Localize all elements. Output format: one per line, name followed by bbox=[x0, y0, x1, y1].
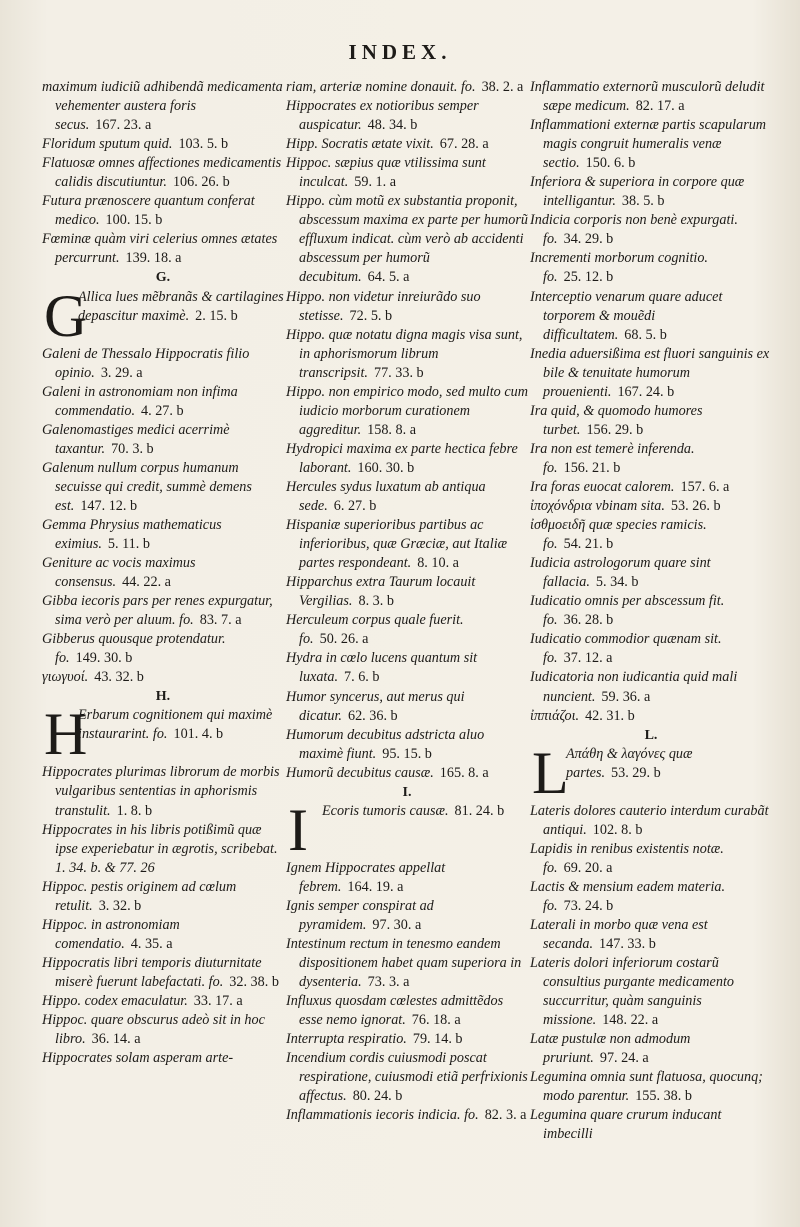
entry-reference: 106. 26. b bbox=[172, 174, 230, 191]
entry-reference: 160. 30. b bbox=[357, 459, 415, 476]
running-head: INDEX. bbox=[348, 40, 452, 64]
entry-reference: 54. 21. b bbox=[563, 536, 614, 553]
entry-reference: 36. 14. a bbox=[91, 1031, 141, 1048]
entry-reference: 156. 29. b bbox=[586, 421, 644, 438]
index-entry bbox=[286, 135, 528, 154]
entry-reference: 70. 3. b bbox=[111, 440, 154, 457]
index-column-1 bbox=[42, 78, 284, 1068]
entry-text: Legumina omnia sunt flatuosa, quocunq; modo parentur. bbox=[530, 1069, 763, 1105]
entry-text: ἰσθμοειδῆ quæ species ramicis. fo. bbox=[530, 517, 707, 553]
entry-text: Laterali in morbo quæ vena est secanda. bbox=[530, 916, 708, 952]
entry-reference: 62. 36. b bbox=[347, 707, 398, 724]
index-entry bbox=[286, 649, 528, 687]
index-entry bbox=[530, 211, 772, 249]
entry-reference: 139. 18. a bbox=[125, 250, 182, 267]
entry-reference: 150. 6. b bbox=[585, 155, 636, 172]
index-entry bbox=[42, 345, 284, 383]
entry-text: Herculeum corpus quale fuerit. fo. bbox=[286, 612, 464, 648]
entry-reference: 2. 15. b bbox=[195, 307, 238, 324]
index-entry bbox=[42, 554, 284, 592]
index-entry bbox=[530, 630, 772, 668]
index-entry bbox=[530, 497, 772, 516]
entry-reference: 8. 10. a bbox=[417, 555, 459, 572]
entry-text: Hippo. codex emaculatur. bbox=[42, 992, 188, 1009]
entry-text: Ira foras euocat calorem. bbox=[530, 478, 675, 495]
entry-text: Inferiora & superiora in corpore quæ intelligantur. bbox=[530, 174, 745, 210]
entry-reference: 156. 21. b bbox=[563, 459, 621, 476]
drop-capital: H bbox=[44, 701, 88, 768]
entry-reference: 95. 15. b bbox=[382, 745, 432, 762]
entry-text: Influxus quosdam cœlestes admittẽdos esse nemo ignorat. bbox=[286, 993, 504, 1029]
entry-text: Incrementi morborum cognitio. fo. bbox=[530, 250, 708, 286]
index-entry bbox=[530, 288, 772, 345]
index-entry bbox=[42, 821, 284, 878]
index-entry bbox=[286, 516, 528, 573]
index-entry bbox=[42, 78, 284, 135]
entry-reference: 25. 12. b bbox=[563, 269, 614, 286]
index-entry bbox=[286, 440, 528, 478]
index-entry bbox=[286, 859, 528, 897]
drop-capital: I bbox=[288, 796, 308, 863]
index-entry bbox=[530, 707, 772, 726]
index-entry bbox=[530, 668, 772, 706]
entry-reference: 48. 34. b bbox=[367, 117, 418, 134]
entry-reference: 69. 20. a bbox=[563, 859, 613, 876]
index-entry bbox=[42, 459, 284, 516]
entry-text: Galenum nullum corpus humanum secuisse qui credit, summè demens est. bbox=[42, 459, 252, 514]
entry-text: Floridum sputum quid. bbox=[42, 136, 173, 153]
index-entry bbox=[530, 173, 772, 211]
index-entry bbox=[530, 116, 772, 173]
entry-text: Humor syncerus, aut merus qui dicatur. bbox=[286, 688, 465, 724]
section-letter: G. bbox=[155, 270, 171, 286]
entry-text: Hippocrates in his libris potißimũ quæ ipse experiebatur in ægrotis, scribebat. 1. 34. b. & 77. 26 bbox=[42, 821, 278, 876]
index-entry bbox=[42, 230, 284, 268]
entry-reference: 6. 27. b bbox=[333, 498, 377, 515]
entry-reference: 73. 24. b bbox=[563, 897, 614, 914]
index-entry bbox=[286, 78, 528, 97]
index-entry bbox=[530, 954, 772, 1030]
entry-text: maximum iudiciũ adhibendã medicamenta vehementer austera foris secus. bbox=[42, 79, 283, 134]
entry-reference: 34. 29. b bbox=[563, 231, 614, 248]
entry-reference: 155. 38. b bbox=[635, 1088, 692, 1105]
entry-text: Iudicatio omnis per abscessum fit. fo. bbox=[530, 593, 725, 629]
index-entry bbox=[286, 1049, 528, 1106]
entry-reference: 3. 32. b bbox=[98, 897, 142, 914]
index-entry-initial bbox=[530, 739, 772, 806]
entry-reference: 101. 4. b bbox=[173, 726, 224, 743]
index-entry bbox=[286, 611, 528, 649]
entry-reference: 5. 11. b bbox=[107, 535, 150, 552]
entry-text: Ignis semper conspirat ad pyramidem. bbox=[286, 897, 434, 933]
entry-reference: 165. 8. a bbox=[439, 764, 489, 781]
entry-text: Erbarum cognitionem qui maximè instaurarint. fo. bbox=[78, 707, 273, 743]
index-entry bbox=[42, 154, 284, 192]
entry-reference: 97. 24. a bbox=[599, 1050, 649, 1067]
entry-reference: 102. 8. b bbox=[592, 821, 643, 838]
entry-text: Inedia aduersißima est fluori sanguinis ex bile & tenuitate humorum prouenienti. bbox=[530, 345, 770, 400]
index-entry bbox=[286, 688, 528, 726]
entry-text: riam, arteriæ nomine donauit. fo. bbox=[286, 79, 476, 95]
index-entry bbox=[286, 383, 528, 440]
index-entry bbox=[286, 1030, 528, 1049]
entry-text: Flatuosæ omnes affectiones medicamentis calidis discutiuntur. bbox=[42, 155, 282, 191]
entry-reference: 68. 5. b bbox=[624, 326, 667, 343]
entry-text: Indicia corporis non benè expurgati. fo. bbox=[530, 212, 738, 248]
entry-text: Iudicatoria non iudicantia quid mali nuncient. bbox=[530, 669, 738, 705]
index-entry bbox=[530, 802, 772, 840]
entry-reference: 8. 3. b bbox=[358, 593, 394, 610]
entry-reference: 7. 6. b bbox=[344, 669, 380, 686]
entry-text: Humorum decubitus adstricta aluo maximè fiunt. bbox=[286, 726, 485, 762]
index-entry-initial bbox=[42, 701, 284, 768]
entry-reference: 100. 15. b bbox=[105, 212, 163, 229]
entry-reference: 53. 26. b bbox=[670, 498, 721, 515]
entry-text: Gibba iecoris pars per renes expurgatur, sima verò per aluum. fo. bbox=[42, 593, 273, 629]
entry-reference: 38. 2. a bbox=[481, 79, 524, 95]
index-entry bbox=[286, 326, 528, 383]
entry-text: Ira quid, & quomodo humores turbet. bbox=[530, 402, 703, 438]
entry-text: ἰππιάζοι. bbox=[530, 707, 580, 724]
entry-text: Hydra in cœlo lucens quantum sit luxata. bbox=[286, 650, 478, 686]
index-entry bbox=[530, 1068, 772, 1106]
index-entry bbox=[42, 1011, 284, 1049]
entry-text: Ignem Hippocrates appellat febrem. bbox=[286, 859, 446, 895]
entry-text: Hipp. Socratis ætate vixit. bbox=[286, 136, 434, 153]
index-entry bbox=[42, 992, 284, 1011]
entry-reference: 80. 24. b bbox=[352, 1088, 403, 1105]
entry-reference: 5. 34. b bbox=[595, 574, 639, 591]
entry-text: Hippocratis libri temporis diuturnitate miserè fuerunt labefactati. fo. bbox=[42, 954, 262, 990]
entry-text: Futura prænoscere quantum conferat medico. bbox=[42, 193, 255, 229]
index-entry bbox=[286, 154, 528, 192]
entry-text: Galeni in astronomiam non infima commendatio. bbox=[42, 383, 238, 419]
entry-text: Allica lues mẽbranãs & cartilagines depascitur maximè. bbox=[78, 288, 284, 324]
section-letter: I. bbox=[402, 784, 412, 800]
entry-text: Latæ pustulæ non admodum pruriunt. bbox=[530, 1031, 691, 1067]
entry-text: Hippocrates plurimas librorum de morbis vulgaribus sententias in aphorismis transtulit. bbox=[42, 764, 280, 819]
entry-reference: 83. 7. a bbox=[199, 612, 242, 629]
entry-reference: 77. 33. b bbox=[373, 364, 424, 381]
entry-reference: 4. 27. b bbox=[141, 402, 184, 419]
index-entry bbox=[286, 935, 528, 992]
entry-text: Hipparchus extra Taurum locauit Vergilias. bbox=[286, 574, 476, 610]
entry-text: Hippo. cùm motũ ex substantia proponit, abscessum maxima ex parte per humorũ effluxum indicat. cùm verò ab accidenti abscessum per humorũ decubitum. bbox=[286, 193, 528, 286]
entry-reference: 50. 26. a bbox=[319, 631, 369, 648]
entry-text: Inflammationis iecoris indicia. fo. bbox=[286, 1107, 479, 1124]
index-entry bbox=[42, 383, 284, 421]
entry-text: Hippoc. quare obscurus adeò sit in hoc libro. bbox=[42, 1012, 265, 1048]
index-column-2 bbox=[286, 78, 528, 1125]
entry-reference: 103. 5. b bbox=[178, 136, 229, 153]
index-entry bbox=[42, 135, 284, 154]
index-entry-initial bbox=[42, 282, 284, 349]
entry-text: Hippoc. sæpius quæ vtilissima sunt inculcat. bbox=[286, 155, 486, 191]
entry-text: Geniture ac vocis maximus consensus. bbox=[42, 555, 196, 591]
entry-text: Hippocrates solam asperam arte- bbox=[42, 1050, 234, 1067]
index-entry bbox=[530, 1106, 772, 1144]
entry-text: Hercules sydus luxatum ab antiqua sede. bbox=[286, 478, 486, 515]
entry-text: Lateris dolores cauterio interdum curabãt antiqui. bbox=[530, 802, 769, 838]
entry-text: Lactis & mensium eadem materia. fo. bbox=[530, 878, 726, 914]
index-entry bbox=[530, 402, 772, 440]
entry-reference: 164. 19. a bbox=[347, 878, 404, 895]
index-entry bbox=[286, 192, 528, 287]
index-entry bbox=[530, 249, 772, 287]
entry-reference: 81. 24. b bbox=[454, 802, 505, 819]
entry-reference: 43. 32. b bbox=[94, 669, 144, 686]
index-entry bbox=[42, 916, 284, 954]
entry-reference: 147. 33. b bbox=[599, 935, 656, 952]
entry-text: γιωγυοί. bbox=[42, 669, 89, 686]
entry-text: Ecoris tumoris causæ. bbox=[322, 802, 449, 819]
entry-text: ἰποχόνδρια vbinam sita. bbox=[530, 498, 665, 515]
entry-text: Iudicatio commodior quænam sit. fo. bbox=[530, 631, 722, 667]
entry-text: Galeni de Thessalo Hippocratis filio opinio. bbox=[42, 345, 250, 381]
index-entry bbox=[42, 1049, 284, 1068]
index-entry bbox=[286, 992, 528, 1030]
index-entry bbox=[530, 592, 772, 630]
entry-reference: 158. 8. a bbox=[367, 421, 417, 438]
entry-reference: 82. 17. a bbox=[635, 98, 685, 115]
index-entry bbox=[530, 78, 772, 116]
index-column-3 bbox=[530, 78, 772, 1144]
index-entry bbox=[286, 726, 528, 764]
index-entry bbox=[286, 764, 528, 783]
entry-reference: 64. 5. a bbox=[367, 269, 410, 286]
entry-reference: 44. 22. a bbox=[122, 574, 171, 591]
entry-reference: 32. 38. b bbox=[229, 973, 279, 990]
entry-text: Hippo. non videtur inreiurãdo suo stetisse. bbox=[286, 288, 481, 324]
entry-text: Hippo. quæ notatu digna magis visa sunt, in aphorismorum librum transcripsit. bbox=[286, 326, 523, 381]
entry-reference: 147. 12. b bbox=[80, 497, 138, 514]
index-entry bbox=[530, 516, 772, 554]
entry-text: Hippocrates ex notioribus semper auspicatur. bbox=[286, 98, 479, 134]
entry-reference: 53. 29. b bbox=[611, 764, 661, 781]
entry-reference: 72. 5. b bbox=[349, 307, 393, 324]
index-entry bbox=[42, 763, 284, 820]
index-entry bbox=[286, 573, 528, 611]
entry-reference: 38. 5. b bbox=[621, 193, 665, 210]
section-letter: L. bbox=[644, 727, 658, 743]
entry-reference: 4. 35. a bbox=[130, 935, 173, 952]
index-entry bbox=[530, 878, 772, 916]
index-entry bbox=[42, 630, 284, 668]
entry-reference: 36. 28. b bbox=[563, 612, 614, 629]
index-entry bbox=[286, 478, 528, 516]
entry-text: Lapidis in renibus existentis notæ. fo. bbox=[530, 840, 724, 876]
entry-reference: 97. 30. a bbox=[372, 916, 422, 933]
index-entry bbox=[530, 440, 772, 478]
index-entry bbox=[286, 1106, 528, 1125]
drop-capital: L bbox=[532, 739, 569, 806]
index-entry bbox=[42, 421, 284, 459]
index-entry bbox=[286, 97, 528, 135]
entry-text: Humorũ decubitus causæ. bbox=[286, 764, 434, 781]
entry-reference: 149. 30. b bbox=[75, 650, 133, 667]
entry-reference: 59. 36. a bbox=[601, 688, 651, 705]
entry-text: Legumina quare crurum inducant imbecilli bbox=[530, 1107, 722, 1143]
entry-reference: 76. 18. a bbox=[411, 1012, 461, 1029]
entry-text: Hippo. non empirico modo, sed multo cum iudicio morborum curationem aggreditur. bbox=[286, 383, 528, 438]
index-entry bbox=[42, 592, 284, 630]
entry-text: Lateris dolori inferiorum costarũ consultius purgante medicamento succurritur, quàm sanguinis missione. bbox=[530, 955, 734, 1029]
entry-reference: 59. 1. a bbox=[354, 174, 397, 191]
entry-reference: 67. 28. a bbox=[439, 136, 489, 153]
index-entry bbox=[530, 916, 772, 954]
entry-text: Interceptio venarum quare aducet torporem & mouẽdi difficultatem. bbox=[530, 288, 723, 343]
entry-reference: 73. 3. a bbox=[367, 974, 410, 991]
entry-text: Inflammationi externæ partis scapularum magis congruit humeralis venæ sectio. bbox=[530, 117, 767, 172]
entry-reference: 37. 12. a bbox=[563, 650, 613, 667]
index-entry bbox=[530, 554, 772, 592]
index-entry bbox=[42, 192, 284, 230]
entry-text: Intestinum rectum in tenesmo eandem dispositionem habet quam superiora in dysenteria. bbox=[286, 935, 522, 991]
entry-text: Iudicia astrologorum quare sint fallacia. bbox=[530, 555, 711, 591]
section-letter: H. bbox=[155, 689, 171, 705]
entry-reference: 79. 14. b bbox=[412, 1031, 463, 1048]
entry-text: Hydropici maxima ex parte hectica febre laborant. bbox=[286, 440, 518, 476]
entry-reference: 1. 8. b bbox=[116, 802, 153, 819]
entry-text: Hispaniæ superioribus partibus ac inferioribus, quæ Græciæ, aut Italiæ partes respondeant. bbox=[286, 517, 508, 572]
entry-reference: 148. 22. a bbox=[602, 1012, 659, 1029]
index-entry bbox=[286, 288, 528, 326]
entry-text: Incendium cordis cuiusmodi poscat respiratione, cuiusmodi etiã perfrixionis affectus. bbox=[286, 1050, 528, 1105]
entry-reference: 42. 31. b bbox=[585, 707, 635, 724]
entry-text: Ira non est temerè inferenda. fo. bbox=[530, 440, 695, 476]
entry-text: Inflammatio externorũ musculorũ deludit sæpe medicum. bbox=[530, 79, 765, 115]
entry-text: Interrupta respiratio. bbox=[286, 1031, 407, 1048]
entry-text: Gibberus quousque protendatur. fo. bbox=[42, 631, 226, 667]
entry-text: Galenomastiges medici acerrimè taxantur. bbox=[42, 421, 230, 457]
index-entry bbox=[530, 345, 772, 402]
entry-reference: 167. 24. b bbox=[617, 383, 675, 400]
entry-reference: 82. 3. a bbox=[484, 1107, 527, 1124]
index-entry bbox=[530, 1030, 772, 1068]
entry-text: Απάθη & λαγόνες quæ partes. bbox=[566, 745, 693, 781]
index-entry bbox=[530, 478, 772, 497]
entry-text: Fœminæ quàm viri celerius omnes ætates percurrunt. bbox=[42, 231, 278, 267]
index-entry bbox=[530, 840, 772, 878]
index-entry-initial bbox=[286, 796, 528, 863]
entry-reference: 157. 6. a bbox=[680, 478, 730, 495]
drop-capital: G bbox=[44, 282, 88, 349]
entry-text: Hippoc. pestis originem ad cœlum retulit. bbox=[42, 878, 237, 914]
index-entry bbox=[42, 668, 284, 687]
entry-text: Hippoc. in astronomiam comendatio. bbox=[42, 916, 180, 952]
entry-reference: 3. 29. a bbox=[100, 364, 143, 381]
entry-reference: 167. 23. a bbox=[95, 117, 152, 134]
index-entry bbox=[42, 516, 284, 554]
entry-text: Gemma Phrysius mathematicus eximius. bbox=[42, 516, 222, 552]
index-entry bbox=[286, 897, 528, 935]
index-entry bbox=[42, 954, 284, 992]
index-entry bbox=[42, 878, 284, 916]
entry-reference: 33. 17. a bbox=[193, 992, 243, 1009]
